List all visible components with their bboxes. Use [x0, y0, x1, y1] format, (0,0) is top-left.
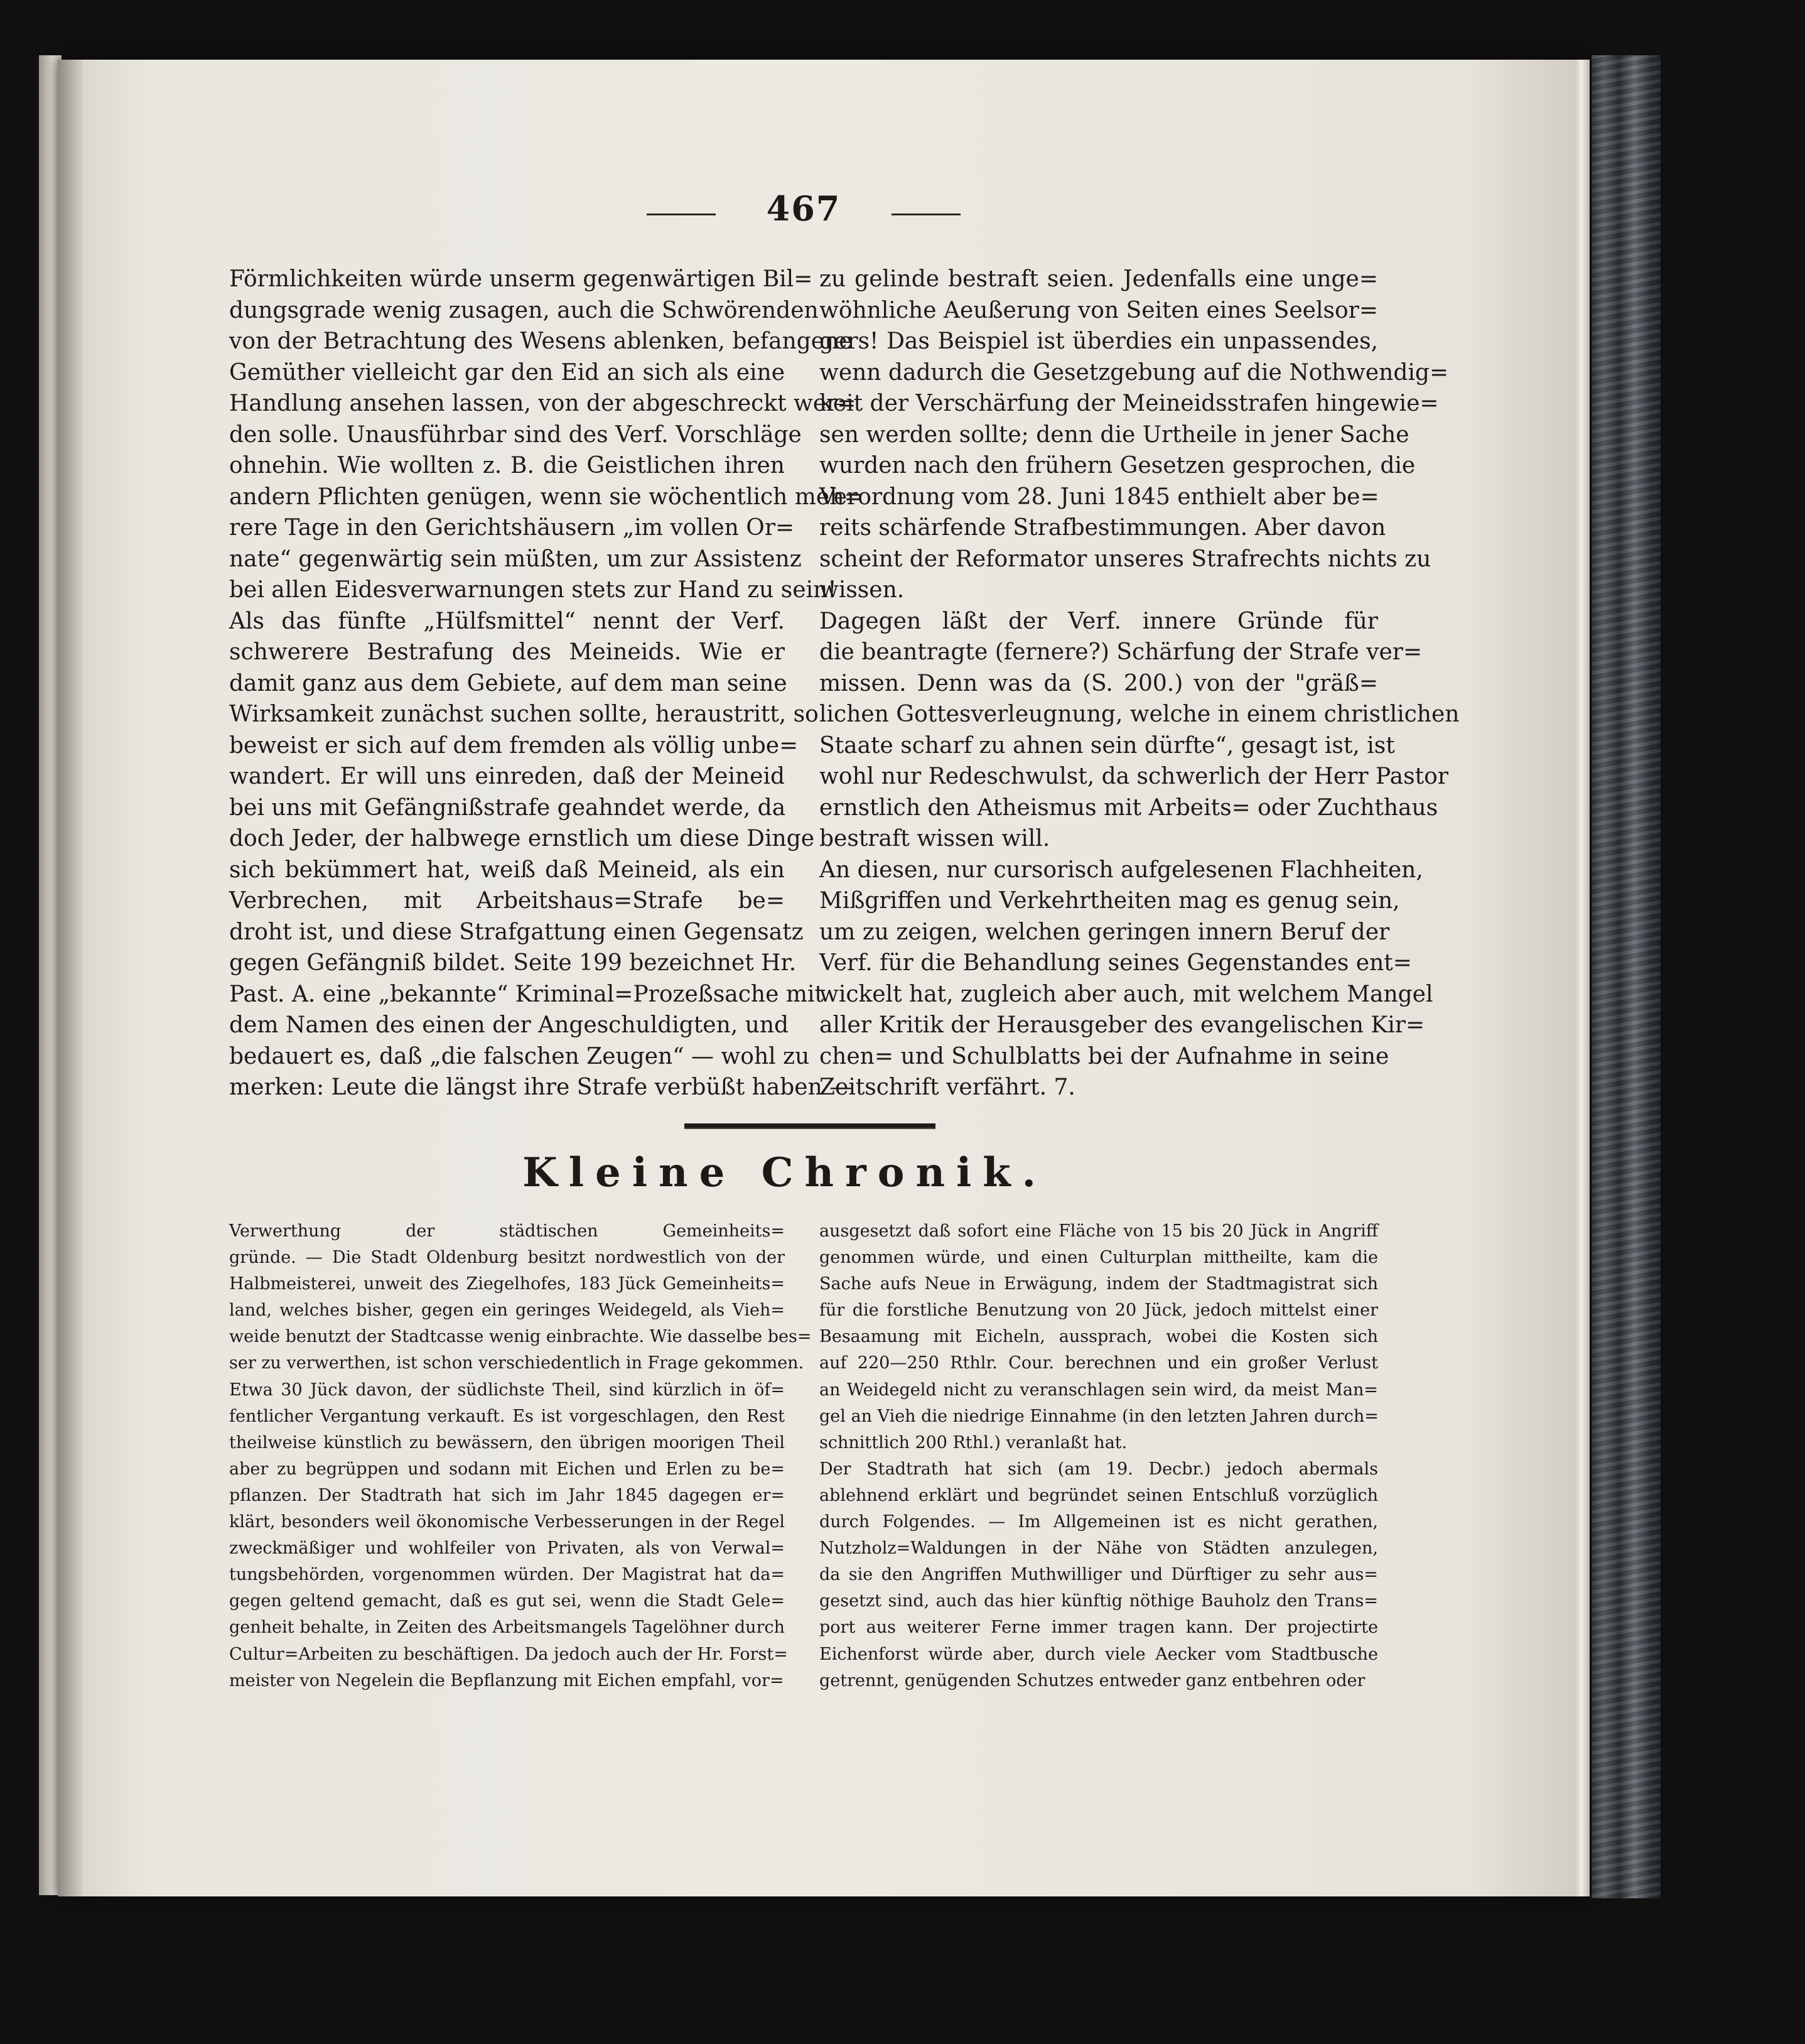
text-line: andern Pflichten genügen, wenn sie wöchentlich meh=: [229, 484, 863, 510]
text-line: Past. A. eine „bekannte“ Kriminal=Prozeßsache mit: [229, 981, 824, 1007]
text-line: doch Jeder, der halbwege ernstlich um diese Dinge: [229, 826, 815, 852]
text-line: Halbmeisterei, unweit des Ziegelhofes, 183 Jück Gemeinheits=: [229, 1274, 785, 1294]
text-line: gründe. — Die Stadt Oldenburg besitzt nordwestlich von der: [229, 1248, 785, 1268]
text-line: von der Betrachtung des Wesens ablenken, befangene: [229, 328, 853, 354]
text-line: aber zu begrüppen und sodann mit Eichen und Erlen zu be=: [229, 1459, 785, 1479]
text-line: schwerere Bestrafung des Meineids. Wie er: [229, 639, 785, 665]
text-line: Zeitschrift verfährt. 7.: [819, 1074, 1075, 1100]
lower-left-column: [229, 1218, 812, 1694]
text-line: ohnehin. Wie wollten z. B. die Geistlichen ihren: [229, 453, 785, 479]
text-line: die beantragte (fernere?) Schärfung der Strafe ver=: [819, 639, 1423, 665]
text-line: merken: Leute die längst ihre Strafe verbüßt haben —: [229, 1074, 853, 1100]
text-line: nate“ gegenwärtig sein müßten, um zur Assistenz: [229, 546, 802, 572]
text-line: meister von Negelein die Bepflanzung mit Eichen empfahl, vor=: [229, 1670, 784, 1690]
text-line: gel an Vieh die niedrige Einnahme (in den letzten Jahren durch=: [819, 1406, 1379, 1426]
text-line: land, welches bisher, gegen ein geringes Weidegeld, als Vieh=: [229, 1300, 785, 1321]
text-line: ablehnend erklärt und begründet seinen Entschluß vorzüglich: [819, 1485, 1378, 1505]
text-line: keit der Verschärfung der Meineidsstrafen hingewie=: [819, 391, 1439, 416]
section-title: Kleine Chronik.: [522, 1149, 1047, 1196]
text-line: Förmlichkeiten würde unserm gegenwärtigen Bil=: [229, 266, 813, 292]
text-line: reits schärfende Strafbestimmungen. Aber davon: [819, 515, 1386, 541]
text-line: Dagegen läßt der Verf. innere Gründe für: [819, 608, 1378, 634]
text-line: da sie den Angriffen Muthwilliger und Dürftiger zu sehr aus=: [819, 1565, 1378, 1585]
text-line: gegen Gefängniß bildet. Seite 199 bezeichnet Hr.: [229, 950, 797, 976]
text-line: Eichenforst würde aber, durch viele Aecker vom Stadtbusche: [819, 1644, 1378, 1664]
text-line: wurden nach den frühern Gesetzen gesprochen, die: [819, 453, 1416, 479]
text-line: Cultur=Arbeiten zu beschäftigen. Da jedoch auch der Hr. Forst=: [229, 1644, 788, 1664]
page-number: 467: [766, 188, 841, 229]
text-line: bestraft wissen will.: [819, 826, 1050, 852]
text-line: auf 220—250 Rthlr. Cour. berechnen und ein großer Verlust: [819, 1353, 1378, 1373]
text-line: Verwerthung der städtischen Gemeinheits=: [229, 1221, 785, 1241]
text-line: Handlung ansehen lassen, von der abgeschreckt wer=: [229, 391, 856, 416]
page-fore-edge: [1576, 60, 1590, 1896]
text-line: fentlicher Vergantung verkauft. Es ist vorgeschlagen, den Rest: [229, 1406, 785, 1426]
text-line: getrennt, genügenden Schutzes entweder ganz entbehren oder: [819, 1670, 1366, 1690]
text-line: zu gelinde bestraft seien. Jedenfalls eine unge=: [819, 266, 1378, 292]
text-line: wöhnliche Aeußerung von Seiten eines Seelsor=: [819, 297, 1378, 323]
text-line: genommen würde, und einen Culturplan mittheilte, kam die: [819, 1248, 1378, 1268]
text-line: wenn dadurch die Gesetzgebung auf die Nothwendig=: [819, 359, 1449, 386]
text-line: durch Folgendes. — Im Allgemeinen ist es nicht gerathen,: [819, 1512, 1378, 1532]
header-rule-right: [892, 214, 961, 215]
text-line: schnittlich 200 Rthl.) veranlaßt hat.: [819, 1432, 1128, 1452]
page-gutter: [58, 60, 83, 1896]
text-line: Verbrechen, mit Arbeitshaus=Strafe be=: [229, 888, 785, 914]
text-line: an Weidegeld nicht zu veranschlagen sein wird, da meist Man=: [819, 1380, 1378, 1400]
text-line: weide benutzt der Stadtcasse wenig einbrachte. Wie dasselbe bes=: [229, 1327, 812, 1347]
text-line: Verordnung vom 28. Juni 1845 enthielt aber be=: [819, 484, 1379, 510]
text-line: klärt, besonders weil ökonomische Verbesserungen in der Regel: [229, 1512, 785, 1532]
text-line: wandert. Er will uns einreden, daß der Meineid: [229, 764, 785, 789]
section-divider: [684, 1123, 935, 1129]
text-line: rere Tage in den Gerichtshäusern „im vollen Or=: [229, 515, 795, 541]
text-line: wissen.: [819, 577, 905, 603]
text-line: sich bekümmert hat, weiß daß Meineid, als ein: [229, 857, 785, 883]
text-line: wohl nur Redeschwulst, da schwerlich der Herr Pastor: [819, 764, 1448, 789]
text-line: Der Stadtrath hat sich (am 19. Decbr.) jedoch abermals: [819, 1459, 1378, 1479]
text-line: tungsbehörden, vorgenommen würden. Der Magistrat hat da=: [229, 1565, 785, 1585]
upper-right-column: [819, 264, 1460, 1103]
text-line: bedauert es, daß „die falschen Zeugen“ — wohl zu: [229, 1043, 810, 1069]
text-line: pflanzen. Der Stadtrath hat sich im Jahr 1845 dagegen er=: [229, 1485, 785, 1505]
text-line: lichen Gottesverleugnung, welche in einem christlichen: [819, 701, 1460, 727]
text-line: Staate scharf zu ahnen sein dürfte“, gesagt ist, ist: [819, 732, 1395, 759]
text-line: ernstlich den Atheismus mit Arbeits= oder Zuchthaus: [819, 794, 1438, 821]
text-line: ser zu verwerthen, ist schon verschiedentlich in Frage gekommen.: [229, 1353, 804, 1373]
lower-right-column: [819, 1218, 1378, 1694]
text-line: zweckmäßiger und wohlfeiler von Privaten, als von Verwal=: [229, 1538, 785, 1559]
text-line: port aus weiterer Ferne immer tragen kann. Der projectirte: [819, 1618, 1378, 1638]
text-line: Nutzholz=Waldungen in der Nähe von Städten anzulegen,: [819, 1538, 1378, 1559]
text-line: chen= und Schulblatts bei der Aufnahme in seine: [819, 1043, 1389, 1069]
text-line: gers! Das Beispiel ist überdies ein unpassendes,: [819, 328, 1378, 354]
text-line: bei uns mit Gefängnißstrafe geahndet werde, da: [229, 794, 786, 821]
text-line: beweist er sich auf dem fremden als völlig unbe=: [229, 732, 799, 759]
text-line: den solle. Unausführbar sind des Verf. Vorschläge: [229, 421, 802, 448]
text-line: Sache aufs Neue in Erwägung, indem der Stadtmagistrat sich: [819, 1274, 1378, 1294]
text-line: Als das fünfte „Hülfsmittel“ nennt der Verf.: [229, 608, 785, 634]
text-line: dungsgrade wenig zusagen, auch die Schwörenden: [229, 297, 819, 323]
text-line: damit ganz aus dem Gebiete, auf dem man seine: [229, 670, 787, 696]
text-line: Wirksamkeit zunächst suchen sollte, heraustritt, so: [229, 701, 819, 727]
text-line: aller Kritik der Herausgeber des evangelischen Kir=: [819, 1012, 1425, 1038]
text-line: Etwa 30 Jück davon, der südlichste Theil, sind kürzlich in öf=: [229, 1380, 785, 1400]
text-line: An diesen, nur cursorisch aufgelesenen Flachheiten,: [819, 857, 1423, 883]
text-line: dem Namen des einen der Angeschuldigten, und: [229, 1012, 789, 1038]
text-line: missen. Denn was da (S. 200.) von der "gräß=: [819, 670, 1378, 696]
text-line: sen werden sollte; denn die Urtheile in jener Sache: [819, 421, 1409, 448]
page-header: [647, 188, 961, 232]
text-line: Besaamung mit Eicheln, aussprach, wobei die Kosten sich: [819, 1327, 1378, 1347]
text-line: droht ist, und diese Strafgattung einen Gegensatz: [229, 919, 804, 945]
text-line: genheit behalte, in Zeiten des Arbeitsmangels Tagelöhner durch: [229, 1618, 785, 1638]
book-cover-edge: [1592, 55, 1661, 1898]
text-line: scheint der Reformator unseres Strafrechts nichts zu: [819, 546, 1431, 572]
text-line: für die forstliche Benutzung von 20 Jück, jedoch mittelst einer: [819, 1300, 1378, 1321]
text-line: Verf. für die Behandlung seines Gegenstandes ent=: [819, 950, 1412, 976]
text-line: wickelt hat, zugleich aber auch, mit welchem Mangel: [819, 981, 1433, 1007]
text-line: theilweise künstlich zu bewässern, den übrigen moorigen Theil: [229, 1432, 785, 1452]
text-line: ausgesetzt daß sofort eine Fläche von 15 bis 20 Jück in Angriff: [819, 1221, 1378, 1241]
text-line: Gemüther vielleicht gar den Eid an sich als eine: [229, 359, 785, 386]
text-line: Mißgriffen und Verkehrtheiten mag es genug sein,: [819, 888, 1400, 914]
text-line: bei allen Eidesverwarnungen stets zur Hand zu sein!: [229, 577, 837, 603]
text-line: um zu zeigen, welchen geringen innern Beruf der: [819, 919, 1390, 945]
text-line: gegen geltend gemacht, daß es gut sei, wenn die Stadt Gele=: [229, 1591, 785, 1611]
text-line: gesetzt sind, auch das hier künftig nöthige Bauholz den Trans=: [819, 1591, 1378, 1611]
